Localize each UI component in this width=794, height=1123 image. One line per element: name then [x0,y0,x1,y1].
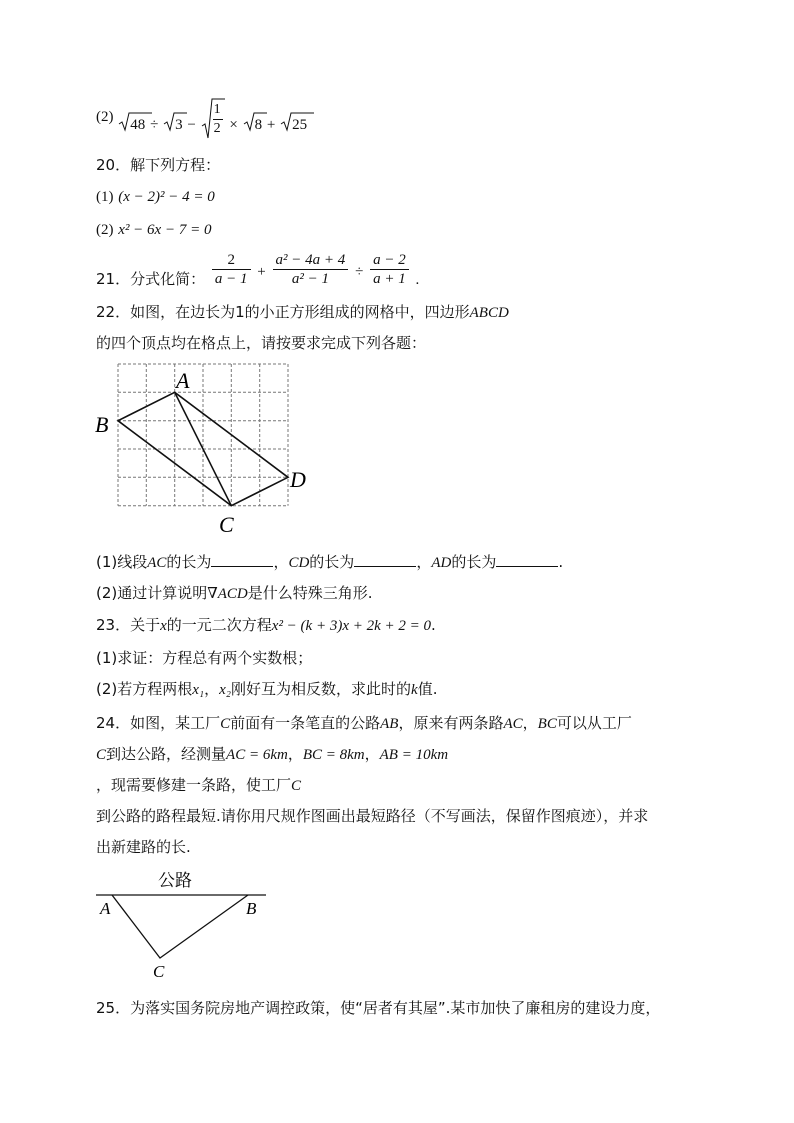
answer-blank-ad[interactable] [496,552,558,567]
q22-line1: 22．如图，在边长为1的小正方形组成的网格中，四边形ABCD [96,303,509,321]
answer-blank-cd[interactable] [354,552,416,567]
triangle-acb [112,895,248,958]
q20-part1 [96,186,215,207]
vertex-c-label: C [219,512,234,537]
vertex-b-label: B [95,412,109,437]
sqrt-icon [163,112,187,132]
answer-blank-ac[interactable] [211,552,273,567]
q24-road-figure [90,866,280,984]
q25-line1: 25．为落实国务院房地产调控政策，使“居者有其屋”.某市加快了廉租房的建设力度， [96,999,661,1017]
sqrt-icon [280,112,314,132]
q21: 21．分式化简： $\frac{2}{a - 1}$ + $\frac{\text{a² − 4a + 4}}{\text{a² − 1}}$ ÷ $\frac{a - 2}{a + 1}$ . [96,252,420,288]
q24-line2: C到达公路，经测量AC = 6km，BC = 8km，AB = 10km [96,745,449,763]
frac-num: 1 [213,102,221,117]
equation: x² − 6x − 7 = 0 [118,222,212,238]
part-label: (1) [96,189,114,205]
point-a-label: A [100,899,111,918]
q24-line4: 到公路的路程最短.请你用尺规作图画出最短路径（不写画法，保留作图痕迹），并求 [96,807,649,825]
equation: (x − 2)² − 4 = 0 [118,189,215,205]
vertex-d-label: D [290,467,306,492]
q22-grid-figure [90,360,320,540]
sqrt-icon [243,112,267,132]
q24-line3: ，现需要修建一条路，使工厂C [96,776,302,794]
q23-line1: 23．关于x的一元二次方程x² − (k + 3)x + 2k + 2 = 0. [96,616,436,634]
q22-part1: (1)线段AC的长为 ，CD的长为 ，AD的长为 . [96,553,564,571]
vertex-a-label: A [176,368,190,393]
q24-line1: 24．如图，某工厂C前面有一条笔直的公路AB，原来有两条路AC，BC可以从工厂 [96,714,632,732]
frac-den: 2 [213,121,221,136]
q19-part2: (2) 48 ÷ 3 − $\frac{1}{2}$ × 8 + 25 [96,106,307,142]
point-b-label: B [246,899,257,918]
q23-part1: (1)求证：方程总有两个实数根； [96,649,313,667]
radical-8: 8 [243,114,263,135]
radical-25: 25 [280,114,307,135]
part-label: (2) [96,222,114,238]
fraction-1: $\frac{2}{a - 1}$ [212,251,251,288]
radical-3: 3 [163,114,183,135]
q20-heading: 20．解下列方程： [96,156,221,174]
radical-fraction [201,98,225,138]
fraction-3: $\frac{a - 2}{a + 1}$ [370,251,409,288]
sqrt-icon [118,112,152,132]
part-label: (2) [96,109,114,125]
q23-part2: (2)若方程两根x₁，x₂刚好互为相反数，求此时的k值. [96,680,438,698]
q21-heading: 21．分式化简： [96,269,206,288]
q22-line2: 的四个顶点均在格点上，请按要求完成下列各题： [96,334,427,352]
radical-48: 48 [118,114,145,135]
q24-line5: 出新建路的长. [96,838,191,856]
q20-part2 [96,219,211,240]
fraction-2: $\frac{\text{a² − 4a + 4}}{\text{a² − 1}}$ [273,251,349,288]
q22-part2: (2)通过计算说明∇ACD是什么特殊三角形. [96,584,373,602]
point-c-label: C [153,962,165,981]
road-label: 公路 [158,871,192,891]
